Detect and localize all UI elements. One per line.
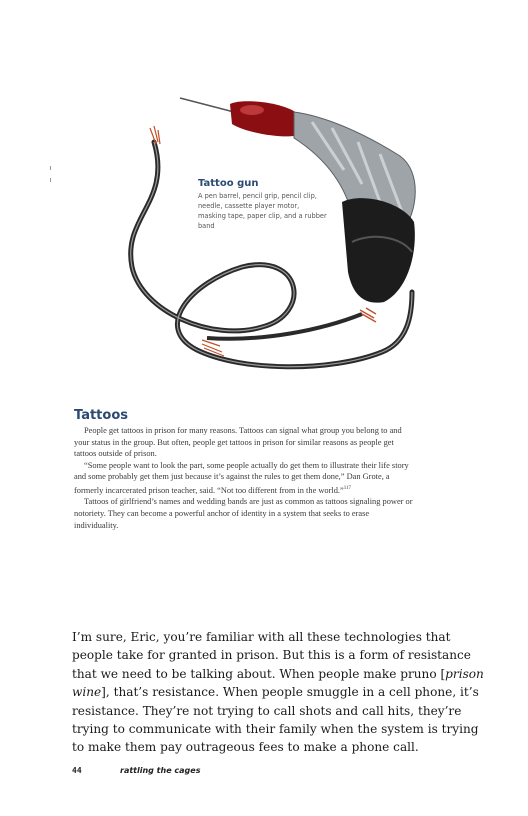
motor-housing [342,198,415,303]
scan-mark [50,166,51,170]
needle [180,98,234,112]
article-paragraph-text: “Some people want to look the part, some people actually do get them to illustrate their life story and some probably get them just because it’s against the rules to get them done,” Dan Grote, a formerly incarcerated prison teacher, said. “Not too different from in the world.” [74,460,409,495]
article-paragraph: Tattoos of girlfriend’s names and wedding bands are just as common as tattoos signaling power or notoriety. They can become a powerful anchor of identity in a system that seeks to erase individuality. [74,497,413,530]
pen-barrel [230,101,298,136]
article-paragraph [74,460,414,497]
tattoo-gun-illustration [62,92,422,407]
scanned-figure [62,92,422,562]
body-text: ], that’s resistance. When people smuggle in a cell phone, it’s resistance. They’re not trying to call shots and call hits, they’re trying to communicate with their family when the system is trying to make them pay outrageous fees to make a phone call. [72,685,479,755]
caption-text: A pen barrel, pencil grip, pencil clip, needle, cassette player motor, masking tape, paper clip, and a rubber band [198,192,327,230]
pen-barrel-shine [240,105,264,115]
section-heading: Tattoos [74,408,128,423]
body-text-italic: prison wine [72,666,484,700]
sidebar-article [74,425,414,531]
article-paragraph: People get tattoos in prison for many reasons. Tattoos can signal what group you belong to and your status in the group. But often, people get tattoos in prison for similar reasons as people get tattoos outside of prison. [74,426,402,459]
body-text: I’m sure, Eric, you’re familiar with all these technologies that people take for granted in prison. But this is a form of resistance that we need to be talking about. When people make pruno [ [72,630,471,681]
running-title: rattling the cages [120,766,201,775]
frayed-wire [150,126,160,144]
body-paragraph [72,628,492,757]
page-number: 44 [72,766,82,775]
caption-title: Tattoo gun [198,178,259,189]
frayed-wire [360,308,376,322]
figure-caption [198,178,328,231]
footnote-mark: 117 [343,485,352,491]
scan-mark [50,178,51,182]
